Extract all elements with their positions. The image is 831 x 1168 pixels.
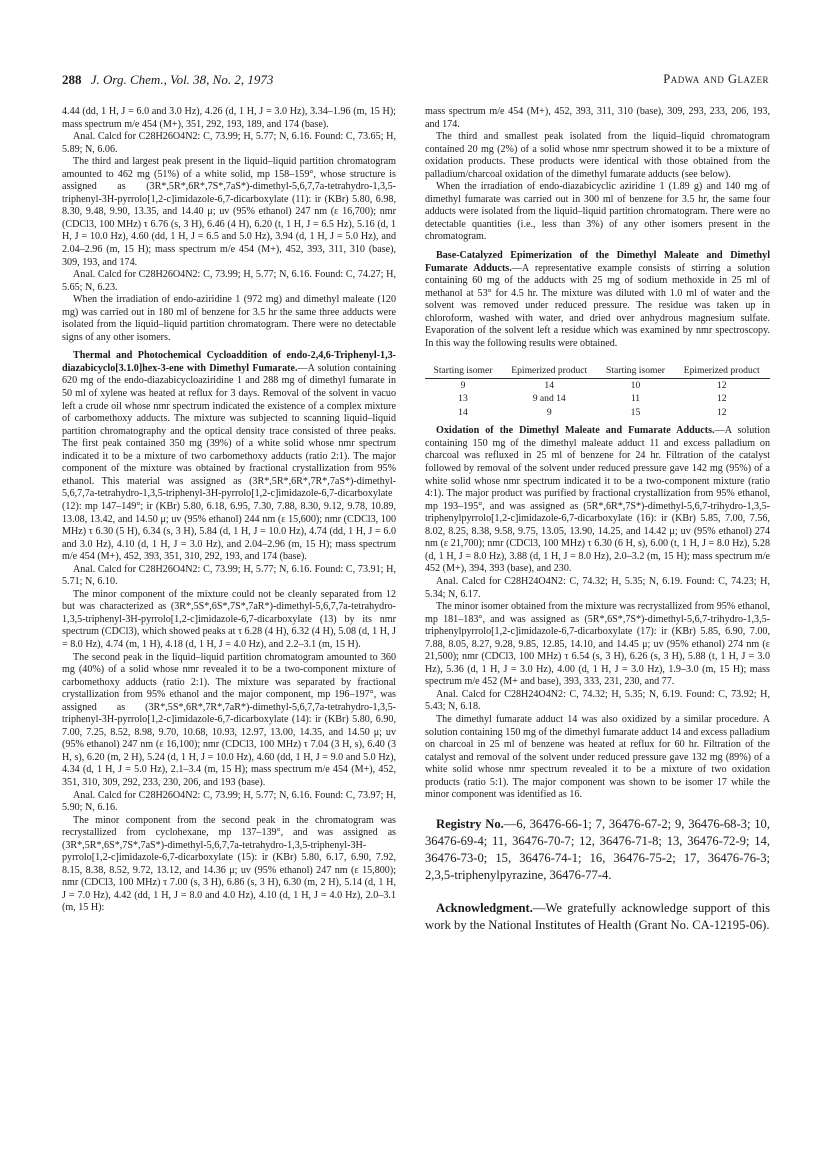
right-column <box>425 106 770 934</box>
analysis-paragraph: Anal. Calcd for C28H24O4N2: C, 74.32; H, 5.35; N, 6.19. Found: C, 74.23; H, 5.34; N, 6.17. <box>425 575 770 600</box>
analysis-paragraph: Anal. Calcd for C28H24O4N2: C, 74.32; H, 5.35; N, 6.19. Found: C, 73.92; H, 5.43; N, 6.18. <box>425 688 770 713</box>
table-cell: 14 <box>458 406 468 418</box>
acknowledgment-body: —We gratefully acknowledge support of this work by the National Institutes of Health (Grant No. CA-12195-06). <box>425 900 770 932</box>
left-column <box>62 106 396 915</box>
paragraph: The minor component of the mixture could not be cleanly separated from 12 but was characterized as (3R*,5S*,6S*,7S*,7aR*)-dimethyl-5,6,7,7a-tetrahydro-1,3,5-triphenyl-3H-pyrrolo[1,2-c]imidazole-6,7-dicarboxylate (13) by its nmr spectrum (CDCl3), which showed peaks at τ 6.28 (4 H), 6.32 (4 H), 5.08 (d, 1 H, J = 8.0 Hz), 4.74 (m, 1 H), 4.18 (d, 1 H, J = 4.0 Hz), and 2.2–3.1 (m, 15 H). <box>62 588 396 650</box>
header-left <box>62 72 273 88</box>
table-header-cell: Starting isomer <box>425 364 501 378</box>
table-header-cell: Epimerized product <box>673 364 770 378</box>
spacer <box>425 802 770 816</box>
table-cell: 12 <box>716 406 727 418</box>
table-row <box>425 406 770 420</box>
paragraph: The third and largest peak present in the liquid–liquid partition chromatogram amounted to 462 mg (51%) of a white solid, mp 158–159°, whose structure is assigned as (3R*,5R*,6R*,7S*,7aS*)-dimethyl-5,6,7,7a-tetrahydro-1,3,5-triphenyl-3H-pyrrolo[1,2-c]imidazole-6,7-dicarboxylate (11): ir (KBr) 5.80, 6.98, 8.30, 9.48, 9.90, 13.35, and 14.40 μ; uv (95% ethanol) 247 nm (ε 16,700); nmr (CDCl3, 100 MHz) τ 6.76 (s, 3 H), 6.46 (4 H), 6.20 (t, 1 H, J = 6.5 Hz), 5.16 (d, 1 H, J = 10.0 Hz), 4.60 (dd, 1 H, J = 6.5 and 5.0 Hz), 3.94 (d, 1 H, J = 5.0 Hz), and 2.04–2.96 (m, 15 H); mass spectrum m/e 454 (M+), 452, 393, 311, 310 (base), 309, 193, and 174. <box>62 156 396 268</box>
analysis-paragraph: Anal. Calcd for C28H26O4N2: C, 73.99; H, 5.77; N, 6.16. Found: C, 73.65; H, 5.89; N, 6.06. <box>62 131 396 155</box>
table-cell: 10 <box>630 379 641 391</box>
section-paragraph <box>425 250 770 350</box>
acknowledgment <box>425 900 770 934</box>
paragraph: The second peak in the liquid–liquid partition chromatogram amounted to 360 mg (40%) of a solid whose nmr revealed it to be a two-component mixture of carbomethoxy adducts (ratio 2:1). The mixture was separated by fractional crystallization from 95% ethanol and the major component, mp 196–197°, was assigned as (3R*,5S*,6R*,7R*,7aR*)-dimethyl-5,6,7,7a-tetrahydro-1,3,5-triphenyl-3H-pyrrolo[1,2-c]imidazole-6,7-dicarboxylate (14): ir (KBr) 5.80, 6.90, 7.00, 7.25, 8.52, 8.98, 9.70, 10.68, 10.93, 12.97, 13.00, 14.35, and 14.50 μ; uv (95% ethanol) 247 nm (ε 16,100); nmr (CDCl3, 100 MHz) τ 7.04 (3 H, s), 6.40 (3 H, s), 6.20 (m, 2 H), 5.24 (d, 1 H, J = 10.0 Hz), 4.60 (dd, 1 H, J = 9.0 and 5.0 Hz), 4.34 (d, 1 H, J = 5.0 Hz), 2.1–3.4 (m, 15 H); mass spectrum m/e 454 (M+), 452, 351, 310, 309, 292, 233, 230, 206, and 193 (base). <box>62 651 396 788</box>
table-row <box>425 392 770 406</box>
section-body: —A solution containing 620 mg of the endo-diazabicycloaziridine 1 and 288 mg of dimethyl fumarate in 50 ml of xylene was heated at reflux for 3 days. Removal of the solvent in vacuo left a crude oil whose nmr spectrum indicated the existence of a complex mixture of carbomethoxy adducts. The mixture was subjected to scanning liquid–liquid partition chromatography and the optical density trace consisted of three peaks. The first peak contained 350 mg (39%) of a white solid whose nmr spectrum indicated it to be a mixture of two carbomethoxy adducts (ratio 2:1). The major component of the mixture was obtained by fractional crystallization from 95% ethanol. This material was assigned as (3R*,5R*,6R*,7R*,7aS*)-dimethyl-5,6,7,7a-tetrahydro-1,3,5-triphenyl-3H-pyrrolo[1,2-c]imidazole-6,7-dicarboxylate (12): mp 147–149°; ir (KBr) 5.80, 6.18, 6.95, 7.30, 7.88, 8.30, 9.12, 9.78, 10.89, 13.08, 13.42, and 14.50 μ; uv (95% ethanol) 244 nm (ε 15,600); nmr (CDCl3, 100 MHz) τ 6.30 (5 H), 6.34 (s, 3 H), 5.84 (d, 1 H, J = 10.0 Hz), 4.74 (dd, 1 H, J = 6.0 and 3.0 Hz), 4.10 (d, 1 H, J = 3.0 Hz), and 2.04–2.96 (m, 15 H); mass spectrum m/e 454 (M+), 452, 393, 351, 310, 292, 193, and 174 (base). <box>62 362 396 563</box>
page-number: 288 <box>62 72 82 87</box>
paragraph: The third and smallest peak isolated from the liquid–liquid chromatogram contained 20 mg (2%) of a solid whose nmr spectrum showed it to be a mixture of oxidation products. These products were identical with those obtained from the palladium/charcoal oxidation of the dimethyl fumarate adducts (see below). <box>425 131 770 180</box>
paragraph: The minor isomer obtained from the mixture was recrystallized from 95% ethanol, mp 181–183°, and was assigned as (5R*,6S*,7S*)-dimethyl-5,6,7-trihydro-1,3,5-triphenylpyrrolo[1,2-c]imidazole-6,7-dicarboxylate (17): ir (KBr) 5.85, 6.90, 7.00, 7.88, 8.05, 8.27, 9.28, 9.85, 12.85, 14.10, and 14.45 μ; uv (95% ethanol) 274 nm (ε 21,500); nmr (CDCl3, 100 MHz) τ 6.54 (s, 3 H), 6.26 (s, 3 H), 5.88 (t, 1 H, J = 3.0 Hz), 5.36 (d, 1 H, J = 3.0 Hz), 4.00 (d, 1 H, J = 3.0 Hz), 1.9–3.0 (m, 15 H); mass spectrum m/e 452 (M+ and base), 393, 333, 231, 230, and 77. <box>425 601 770 688</box>
section-heading: Thermal and Photochemical Cycloaddition of endo-2,4,6-Triphenyl-1,3-diazabicyclo[3.1.0]hex-3-ene with Dimethyl Fumarate. <box>62 350 396 374</box>
paragraph: The dimethyl fumarate adduct 14 was also oxidized by a similar procedure. A solution containing 150 mg of the dimethyl fumarate adduct 14 and excess palladium on charcoal in 25 ml of benzene was heated at reflux for 60 hr. Filtration of the catalyst and removal of the solvent under reduced pressure gave 132 mg (89%) of a white solid whose nmr spectrum revealed it to be a mixture of two oxidation products (ratio 5:1). The major component was shown to be isomer 17 while the minor component was identified as 16. <box>425 713 770 801</box>
table-cell: 14 <box>544 379 555 391</box>
table-cell: 11 <box>630 393 641 405</box>
table-cell: 12 <box>716 393 727 405</box>
table-cell: 9 and 14 <box>532 393 566 405</box>
paragraph: When the irradiation of endo-diazabicyclic aziridine 1 (1.89 g) and 140 mg of dimethyl fumarate was carried out in 300 ml of benzene for 3.5 hr, the same four adducts were isolated from the liquid–liquid partition chromatogram. There were no detectable quantities (i.e., less than 3%) of any other isomers present in the chromatogram. <box>425 181 770 243</box>
paragraph: 4.44 (dd, 1 H, J = 6.0 and 3.0 Hz), 4.26 (d, 1 H, J = 3.0 Hz), 3.34–1.96 (m, 15 H); mass spectrum m/e 454 (M+), 351, 292, 193, 189, and 174 (base). <box>62 106 396 130</box>
table-cell: 15 <box>630 406 641 418</box>
running-head-authors: Padwa and Glazer <box>663 72 769 86</box>
section-heading: Base-Catalyzed Epimerization of the Dimethyl Maleate and Dimethyl Fumarate Adducts. <box>425 250 770 274</box>
registry-label: Registry No. <box>436 816 504 831</box>
table-header-cell: Starting isomer <box>597 364 673 378</box>
section-paragraph <box>425 425 770 576</box>
analysis-paragraph: Anal. Calcd for C28H26O4N2: C, 73.99; H, 5.77; N, 6.16. Found: C, 73.97; H, 5.90; N, 6.16. <box>62 789 396 814</box>
paragraph: mass spectrum m/e 454 (M+), 452, 393, 311, 310 (base), 309, 293, 233, 206, 193, and 174. <box>425 106 770 130</box>
paragraph: When the irradiation of endo-aziridine 1 (972 mg) and dimethyl maleate (120 mg) was carried out in 180 ml of benzene for 3.5 hr the same three adducts were isolated from the liquid–liquid partition chromatogram. There were no detectable signs of any other isomers. <box>62 294 396 343</box>
section-heading: Oxidation of the Dimethyl Maleate and Fumarate Adducts. <box>436 425 715 437</box>
section-paragraph <box>62 350 396 563</box>
table-cell: 13 <box>458 393 468 405</box>
table-header-row <box>425 364 770 378</box>
paragraph: The minor component from the second peak in the chromatogram was recrystallized from cyclohexane, mp 137–139°, and was assigned as (3R*,5R*,6S*,7S*,7aS*)-dimethyl-5,6,7,7a-tetrahydro-1,3,5-triphenyl-3H-pyrrolo[1,2-c]imidazole-6,7-dicarboxylate (15): ir (KBr) 5.80, 6.17, 6.90, 7.92, 8.15, 8.38, 8.52, 9.72, 13.12, and 14.36 μ; uv (95% ethanol) 247 nm (ε 15,800); nmr (CDCl3, 100 MHz) τ 7.00 (s, 3 H), 6.86 (s, 3 H), 6.30 (m, 2 H), 5.14 (d, 1 H, J = 7.0 Hz), 4.42 (dd, 1 H, J = 8.0 and 4.0 Hz), 4.10 (d, 1 H, J = 4.0 Hz), 2.0–3.1 (m, 15 H): <box>62 814 396 914</box>
epimerization-table <box>425 364 770 419</box>
analysis-paragraph: Anal. Calcd for C28H26O4N2: C, 73.99; H, 5.77; N, 6.16. Found: C, 73.91; H, 5.71; N, 6.10. <box>62 563 396 588</box>
analysis-paragraph: Anal. Calcd for C28H26O4N2: C, 73.99; H, 5.77; N, 6.16. Found: C, 74.27; H, 5.65; N, 6.23. <box>62 269 396 293</box>
registry-numbers <box>425 816 770 884</box>
table-row <box>425 378 770 392</box>
section-body: —A solution containing 150 mg of the dimethyl maleate adduct 11 and excess palladium on charcoal was refluxed in 25 ml of benzene for 24 hr. Filtration of the catalyst followed by removal of the solvent under reduced pressure gave 142 mg (95%) of a white solid whose nmr spectrum indicated it to be a two-component mixture (ratio 4:1). The major product was purified by fractional crystallization from 95% ethanol, mp 193–195°, and was assigned as (5R*,6R*,7S*)-dimethyl-5,6,7-trihydro-1,3,5-triphenylpyrrolo[1,2-c]imidazole-6,7-dicarboxylate (16): ir (KBr) 5.85, 7.00, 7.56, 8.02, 8.25, 8.38, 9.58, 9.75, 13.05, 13.90, 14.25, and 14.42 μ; uv (95% ethanol) 274 nm (ε 21,700); nmr (CDCl3, 100 MHz) τ 6.30 (6 H, s), 6.00 (t, 1 H, J = 8.0 Hz), 5.28 (d, 1 H, J = 8.0 Hz), 3.88 (d, 1 H, J = 8.0 Hz), 2.0–3.2 (m, 15 H); mass spectrum m/e 452 (M+), 394, 393 (base), and 230. <box>425 425 770 575</box>
spacer <box>425 350 770 364</box>
table-cell: 12 <box>716 379 727 391</box>
table-header-cell: Epimerized product <box>501 364 598 378</box>
registry-body: —6, 36476-66-1; 7, 36476-67-2; 9, 36476-68-3; 10, 36476-69-4; 11, 36476-70-7; 12, 36476-71-8; 13, 36476-72-9; 14, 36476-73-0; 15, 36476-74-1; 16, 36476-75-2; 17, 36476-76-3; 2,3,5-triphenylpyrazine, 36476-77-4. <box>425 816 770 882</box>
acknowledgment-label: Acknowledgment. <box>436 900 533 915</box>
page-header <box>62 72 769 92</box>
journal-citation: J. Org. Chem., Vol. 38, No. 2, 1973 <box>90 72 274 87</box>
table-cell: 9 <box>460 379 466 391</box>
section-body: —A representative example consists of stirring a solution containing 60 mg of the adducts with 25 mg of sodium methoxide in 25 ml of methanol at 53° for 4.5 hr. The mixture was diluted with 1.0 ml of water and the solvent was removed under reduced pressure. The residue was taken up in chloroform, washed with water, and dried over anhydrous magnesium sulfate. Evaporation of the solvent left a residue which was examined by nmr spectroscopy. In this way the following results were obtained. <box>425 262 770 349</box>
table-cell: 9 <box>546 406 552 418</box>
